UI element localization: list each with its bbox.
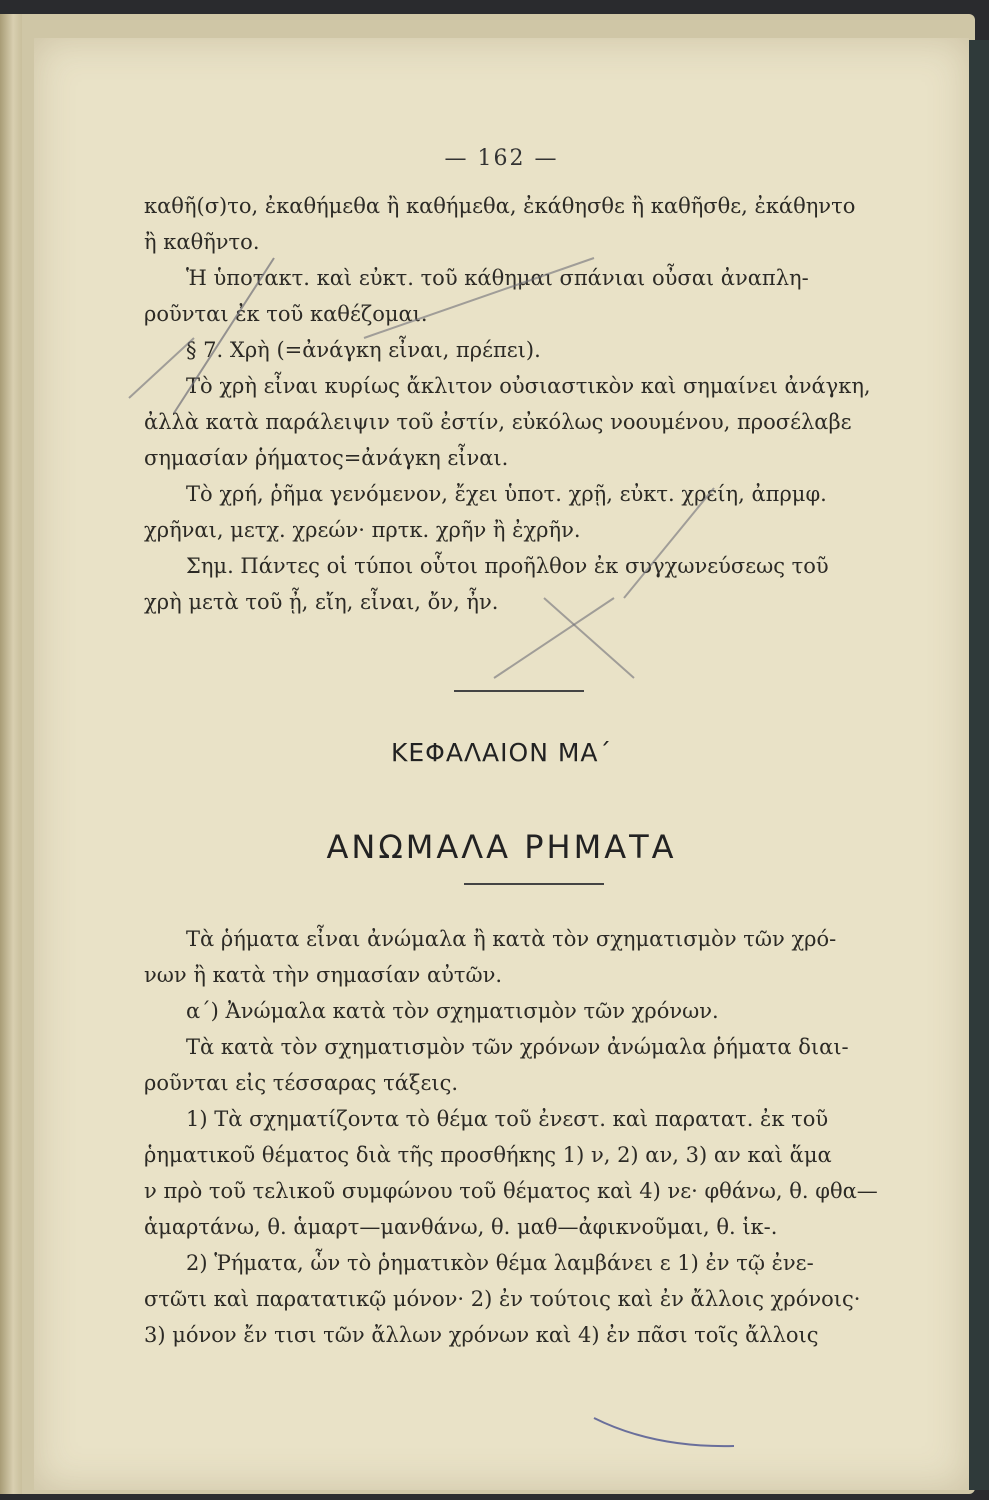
text-line: Τὸ χρή, ῥῆμα γενόμενον, ἔχει ὑποτ. χρῇ, εὐκτ. χρείη, ἀπρμφ. [186,482,827,506]
book-page [34,38,969,1490]
text-line: α΄) Ἀνώμαλα κατὰ τὸν σχηματισμὸν τῶν χρόνων. [186,999,719,1023]
text-line: 2) Ῥήματα, ὧν τὸ ῥηματικὸν θέμα λαμβάνει ε 1) ἐν τῷ ἐνε- [186,1251,814,1275]
text-line: σημασίαν ῥήματος=ἀνάγκη εἶναι. [144,446,509,470]
text-line: Ἡ ὑποτακτ. καὶ εὐκτ. τοῦ κάθημαι σπάνιαι οὖσαι ἀναπλη- [186,266,809,290]
text-line: ῥηματικοῦ θέματος διὰ τῆς προσθήκης 1) ν, 2) αν, 3) αν καὶ ἅμα [144,1143,832,1167]
text-line: ροῦνται εἰς τέσσαρας τάξεις. [144,1071,459,1095]
chapter-heading: ΚΕΦΑΛΑΙΟΝ ΜΑ΄ [390,738,613,767]
page-stack-edge [0,14,22,1494]
chapter-title: ΑΝΩΜΑΛΑ ΡΗΜΑΤΑ [326,828,677,866]
text-line: νων ἢ κατὰ τὴν σημασίαν αὐτῶν. [144,963,503,987]
pencil-stroke [364,258,594,338]
text-line: καθῆ(σ)το, ἐκαθήμεθα ἢ καθήμεθα, ἐκάθησθε ἢ καθῆσθε, ἐκάθηντο [144,194,856,218]
text-line: 1) Τὰ σχηματίζοντα τὸ θέμα τοῦ ἐνεστ. καὶ παρατατ. ἐκ τοῦ [186,1107,829,1131]
text-line: Τὰ κατὰ τὸν σχηματισμὸν τῶν χρόνων ἀνώμαλα ῥήματα διαι- [186,1035,849,1059]
text-line: χρῆναι, μετχ. χρεών· πρτκ. χρῆν ἢ ἐχρῆν. [144,518,581,542]
text-line: 3) μόνον ἔν τισι τῶν ἄλλων χρόνων καὶ 4) ἐν πᾶσι τοῖς ἄλλοις [144,1323,819,1347]
pencil-stroke [494,598,614,678]
text-line: ἀλλὰ κατὰ παράλειψιν τοῦ ἐστίν, εὐκόλως νοουμένου, προσέλαβε [144,410,852,434]
pencil-stroke [129,338,194,398]
pencil-stroke [624,488,714,598]
page-number: — 162 — [444,146,559,171]
pencil-cross-marks [34,38,969,1490]
text-line: ἢ καθῆντο. [144,230,260,254]
background-strip [967,40,989,1490]
text-line: χρὴ μετὰ τοῦ ᾖ, εἴη, εἶναι, ὄν, ἦν. [144,590,499,614]
text-line: ἁμαρτάνω, θ. ἁμαρτ—μανθάνω, θ. μαθ—ἀφικνοῦμαι, θ. ἱκ-. [144,1215,778,1239]
text-line: Τὰ ῥήματα εἶναι ἀνώμαλα ἢ κατὰ τὸν σχηματισμὸν τῶν χρό- [186,927,837,951]
text-line: Σημ. Πάντες οἱ τύποι οὗτοι προῆλθον ἐκ συγχωνεύσεως τοῦ [186,554,829,578]
pen-stroke [594,1418,734,1446]
pencil-stroke [544,598,634,678]
text-line: ροῦνται ἐκ τοῦ καθέζομαι. [144,302,428,326]
text-line: στῶτι καὶ παρατατικῷ μόνον· 2) ἐν τούτοις καὶ ἐν ἄλλοις χρόνοις· [144,1287,861,1311]
text-line: § 7. Χρὴ (=ἀνάγκη εἶναι, πρέπει). [186,338,541,362]
text-line: Τὸ χρὴ εἶναι κυρίως ἄκλιτον οὐσιαστικὸν καὶ σημαίνει ἀνάγκη, [186,374,871,398]
text-line: ν πρὸ τοῦ τελικοῦ συμφώνου τοῦ θέματος καὶ 4) νε· φθάνω, θ. φθα— [144,1179,878,1203]
pencil-stroke [174,258,274,413]
